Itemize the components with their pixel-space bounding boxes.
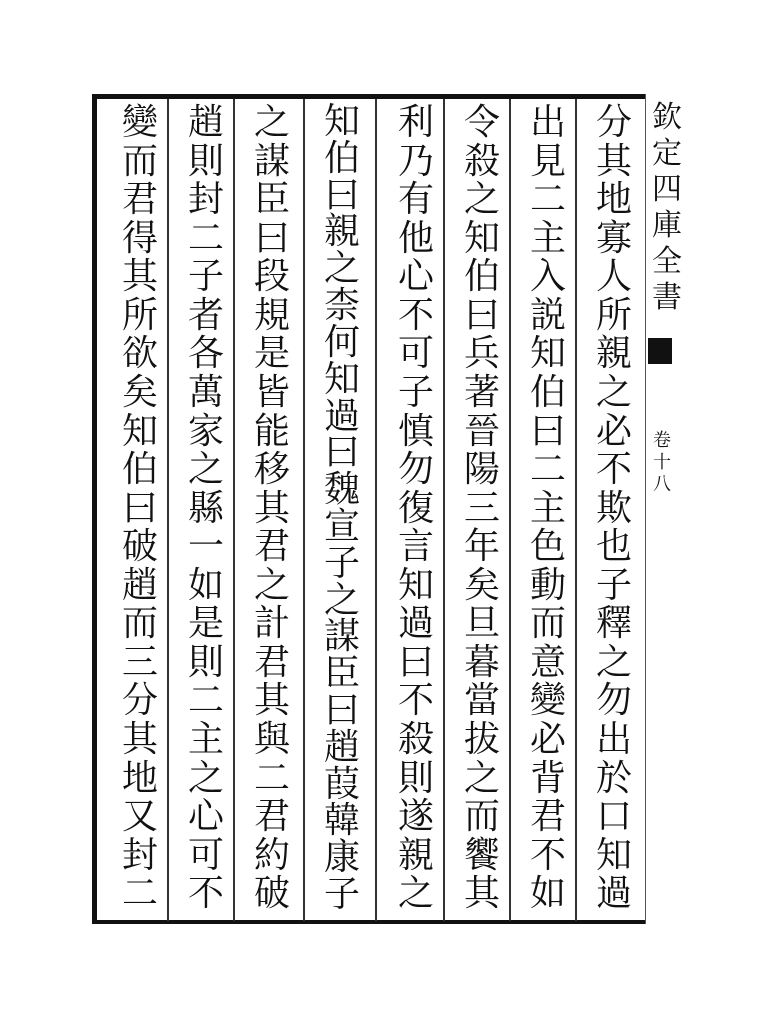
column-rule [509, 99, 511, 921]
character: 卷 [653, 430, 671, 451]
text-column: 知 伯 曰 親 之 柰 何 知 過 曰 魏 宣 子 之 謀 臣 曰 趙 葭 韓 康 子 [323, 101, 360, 916]
character: 四 [652, 172, 682, 207]
character: 書 [652, 280, 682, 315]
column-rule [375, 99, 377, 921]
column-rule [167, 99, 169, 921]
text-column: 利 乃 有 他 心 不 可 子 慎 勿 復 言 知 過 曰 不 殺 則 遂 親 之 [397, 102, 434, 915]
character: 庫 [652, 208, 682, 243]
text-column: 分 其 地 寡 人 所 親 之 必 不 欺 也 子 釋 之 勿 出 於 口 知 過 [595, 102, 632, 915]
book-title [647, 100, 687, 316]
text-column: 之 謀 臣 曰 段 規 是 皆 能 移 其 君 之 計 君 其 與 二 君 約 破 [253, 102, 290, 915]
character: 定 [652, 136, 682, 171]
margin-rule [645, 94, 646, 924]
character: 全 [652, 244, 682, 279]
column-rule [443, 99, 445, 921]
column-rule [233, 99, 235, 921]
volume-label [650, 430, 674, 496]
character: 十 [653, 452, 671, 473]
text-column: 變 而 君 得 其 所 欲 矣 知 伯 曰 破 趙 而 三 分 其 地 又 封 二 [121, 102, 158, 915]
column-rule [303, 99, 305, 921]
character: 八 [653, 474, 671, 495]
fishtail-mark-icon [648, 338, 672, 364]
text-column: 趙 則 封 二 子 者 各 萬 家 之 縣 一 如 是 則 二 主 之 心 可 不 [187, 102, 224, 915]
character: 欽 [652, 100, 682, 135]
column-rule [575, 99, 577, 921]
text-column: 令 殺 之 知 伯 曰 兵 著 晉 陽 三 年 矣 旦 暮 當 拔 之 而 饗 其 [463, 102, 500, 915]
text-column: 出 見 二 主 入 説 知 伯 曰 二 主 色 動 而 意 變 必 背 君 不 如 [529, 102, 566, 915]
